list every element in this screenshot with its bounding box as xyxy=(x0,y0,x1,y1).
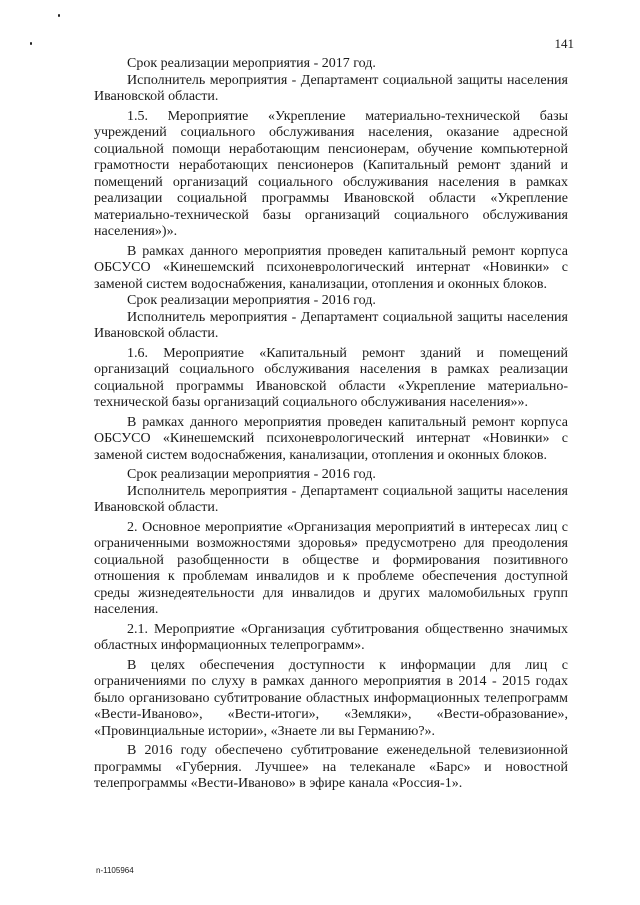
paragraph-measure-2-1: 2.1. Мероприятие «Организация субтитрования общественно значимых областных информационных телепрограмм». xyxy=(94,621,568,653)
scan-speck-left xyxy=(30,42,32,45)
document-code: n-1105964 xyxy=(96,866,134,875)
paragraph-subtitling-2016: В 2016 году обеспечено субтитрование еженедельной телевизионной программы «Губерния. Лучшее» на телеканале «Барс» и новостной телепрограммы «Вести-Иваново» в эфире канала «Россия-1». xyxy=(94,743,568,791)
paragraph-executor: Исполнитель мероприятия - Департамент социальной защиты населения Ивановской области. xyxy=(94,72,568,104)
paragraph-deadline-2016: Срок реализации мероприятия - 2016 год. xyxy=(127,467,376,482)
paragraph-executor: Исполнитель мероприятия - Департамент социальной защиты населения Ивановской области. xyxy=(94,309,568,341)
paragraph-executor: Исполнитель мероприятия - Департамент социальной защиты населения Ивановской области. xyxy=(94,483,568,515)
paragraph-deadline-2017: Срок реализации мероприятия - 2017 год. xyxy=(127,56,376,71)
paragraph-subtitling-2014-2015: В целях обеспечения доступности к информации для лиц с ограничениями по слуху в рамках данного мероприятия в 2014 - 2015 годах было организовано субтитрование областных информационных телепрограмм «Вести-Иваново», «Вести-итоги», «Земляки», «Вести-образование», «Провинциальные истории», «Знаете ли вы Германию?». xyxy=(94,657,568,739)
paragraph-measure-1-5: 1.5. Мероприятие «Укрепление материально-технической базы учреждений социального обслуживания населения, оказание адресной социальной помощи неработающим пенсионерам, обучение компьютерной грамотности неработающих пенсионеров (Капитальный ремонт зданий и помещений организаций социального обслуживания населения в рамках реализации социальной программы Ивановской области «Укрепление материально-технической базы организаций социального обслуживания населения»)». xyxy=(94,108,568,239)
paragraph-repair-note: В рамках данного мероприятия проведен капитальный ремонт корпуса ОБСУСО «Кинешемский психоневрологический интернат «Новинки» с заменой систем водоснабжения, канализации, отопления и оконных блоков. xyxy=(94,414,568,463)
scan-speck-top xyxy=(58,14,60,17)
paragraph-repair-note: В рамках данного мероприятия проведен капитальный ремонт корпуса ОБСУСО «Кинешемский психоневрологический интернат «Новинки» с заменой систем водоснабжения, канализации, отопления и оконных блоков. xyxy=(94,243,568,292)
paragraph-measure-1-6: 1.6. Мероприятие «Капитальный ремонт зданий и помещений организаций социального обслуживания населения в рамках реализации социальной программы Ивановской области «Укрепление материально-технической базы организаций социального обслуживания населения»». xyxy=(94,345,568,410)
paragraph-deadline-2016: Срок реализации мероприятия - 2016 год. xyxy=(127,293,376,308)
paragraph-main-measure-2: 2. Основное мероприятие «Организация мероприятий в интересах лиц с ограниченными возможностями здоровья» предусмотрено для преодоления социальной разобщенности в обществе и формирования позитивного отношения к проблемам инвалидов и к проблеме обеспечения доступной среды жизнедеятельности для инвалидов и других маломобильных групп населения. xyxy=(94,519,568,617)
document-body xyxy=(94,56,568,793)
page-number: 141 xyxy=(554,36,574,51)
